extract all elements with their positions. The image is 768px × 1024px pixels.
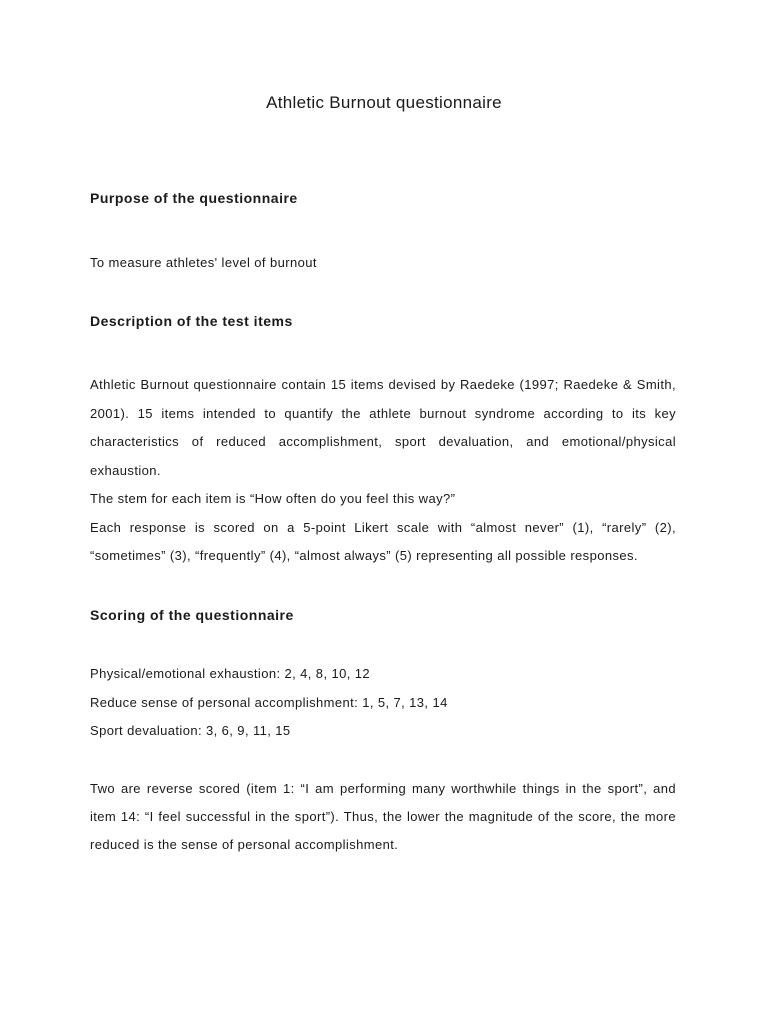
description-heading: Description of the test items — [90, 313, 293, 329]
reverse-scoring-line-3: reduced is the sense of personal accomplishment. — [90, 837, 399, 852]
purpose-text: To measure athletes' level of burnout — [90, 255, 317, 270]
scoring-accomplishment: Reduce sense of personal accomplishment: 1, 5, 7, 13, 14 — [90, 695, 448, 710]
description-line-2: 2001). 15 items intended to quantify the athlete burnout syndrome according to its key — [90, 406, 676, 421]
reverse-scoring-line-2: item 14: “I feel successful in the sport”). Thus, the lower the magnitude of the score, the more — [90, 809, 676, 824]
item-stem-text: The stem for each item is “How often do you feel this way?” — [90, 491, 456, 506]
description-line-1: Athletic Burnout questionnaire contain 15 items devised by Raedeke (1997; Raedeke & Smith, — [90, 377, 676, 392]
reverse-scoring-line-1: Two are reverse scored (item 1: “I am performing many worthwhile things in the sport”, and — [90, 781, 676, 796]
document-title: Athletic Burnout questionnaire — [266, 93, 502, 112]
purpose-heading: Purpose of the questionnaire — [90, 190, 298, 206]
scoring-devaluation: Sport devaluation: 3, 6, 9, 11, 15 — [90, 723, 291, 738]
scoring-heading: Scoring of the questionnaire — [90, 607, 294, 623]
description-line-4: exhaustion. — [90, 463, 161, 478]
likert-line-1: Each response is scored on a 5-point Likert scale with “almost never” (1), “rarely” (2), — [90, 520, 676, 535]
description-line-3: characteristics of reduced accomplishment, sport devaluation, and emotional/physical — [90, 434, 676, 449]
scoring-exhaustion: Physical/emotional exhaustion: 2, 4, 8, 10, 12 — [90, 666, 371, 681]
likert-line-2: “sometimes” (3), “frequently” (4), “almost always” (5) representing all possible responses. — [90, 548, 638, 563]
